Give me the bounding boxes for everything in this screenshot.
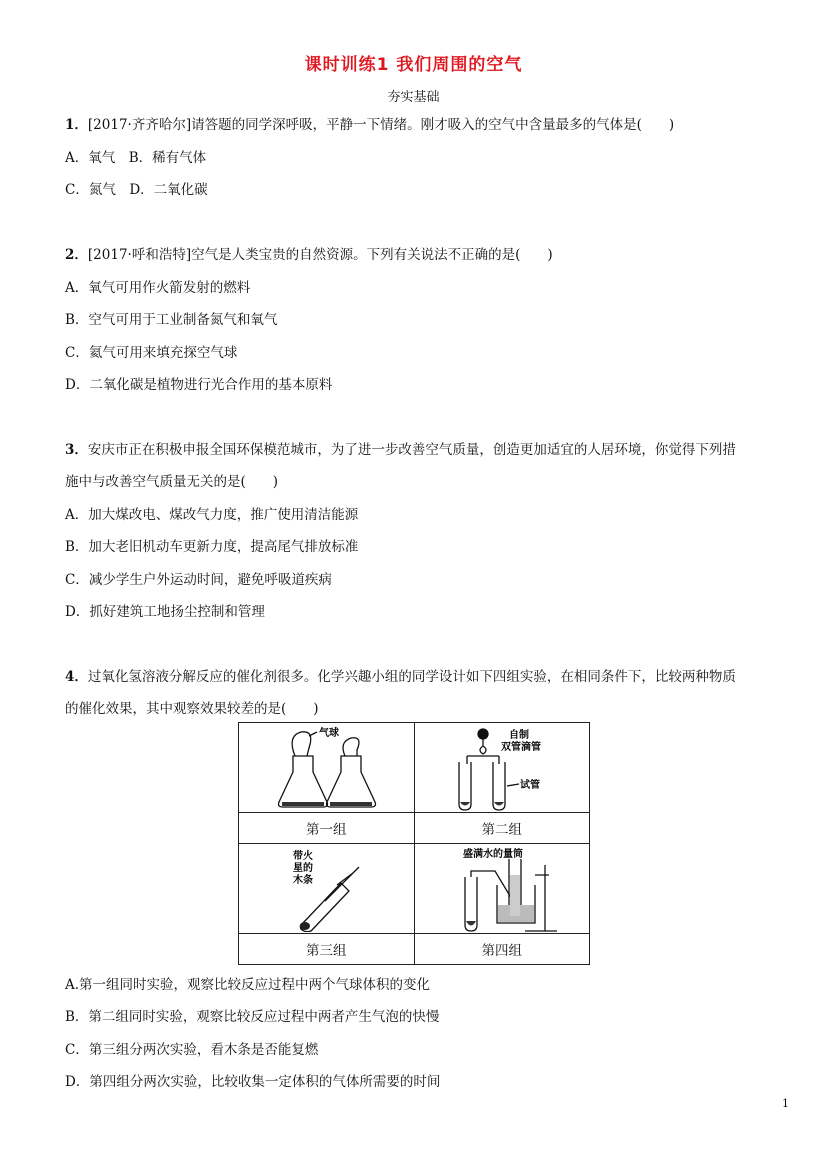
test-tube-label: 试管 [519, 780, 540, 791]
stem-text: 过氧化氢溶液分解反应的催化剂很多。化学兴趣小组的同学设计如下四组实验，在相同条件下，比较两种物质 [87, 669, 736, 685]
option-3d: D．抓好建筑工地扬尘控制和管理 [65, 604, 265, 620]
option-2a: A．氧气可用作火箭发射的燃料 [65, 280, 251, 296]
splint-label-2: 星的 [293, 863, 314, 874]
question-number: 2． [65, 247, 88, 263]
flask-balloon-illustration [241, 724, 411, 811]
group-2-figure [414, 723, 590, 813]
option-3c: C．减少学生户外运动时间，避免呼吸道疾病 [65, 572, 332, 588]
question-number: 1． [65, 117, 88, 133]
question-2-stem [65, 243, 553, 263]
splint-label-1: 带火 [293, 851, 314, 862]
cylinder-label: 盛满水的量筒 [462, 849, 523, 860]
experiment-figure-table [238, 722, 590, 965]
section-title: 夯实基础 [387, 90, 440, 105]
group-4-figure [414, 844, 590, 934]
gas-collection-illustration [417, 845, 587, 932]
caption-group-1: 第一组 [239, 813, 415, 844]
splint-label-3: 木条 [293, 875, 314, 886]
option-1a: A．氧气 B．稀有气体 [65, 150, 207, 166]
option-2b: B．空气可用于工业制备氮气和氧气 [65, 312, 278, 328]
question-3-stem [65, 438, 736, 458]
dropper-label-2: 双管滴管 [500, 742, 541, 753]
question-number: 3． [65, 442, 88, 458]
option-4d: D．第四组分两次实验，比较收集一定体积的气体所需要的时间 [65, 1074, 441, 1090]
group-3-figure [239, 844, 415, 934]
page-number: 1 [782, 1097, 789, 1110]
option-3a: A．加大煤改电、煤改气力度，推广使用清洁能源 [65, 507, 359, 523]
caption-group-4: 第四组 [414, 934, 590, 965]
option-4a: A.第一组同时实验，观察比较反应过程中两个气球体积的变化 [65, 977, 431, 993]
option-2d: D．二氧化碳是植物进行光合作用的基本原料 [65, 377, 333, 393]
option-4b: B．第二组同时实验，观察比较反应过程中两者产生气泡的快慢 [65, 1009, 440, 1025]
stem-text: [2017·呼和浩特]空气是人类宝贵的自然资源。下列有关说法不正确的是( ) [87, 247, 553, 263]
dropper-label-1: 自制 [508, 730, 529, 741]
question-3-stem-cont: 施中与改善空气质量无关的是( ) [65, 474, 279, 490]
caption-group-2: 第二组 [414, 813, 590, 844]
question-4-stem-cont: 的催化效果，其中观察效果较差的是( ) [65, 701, 319, 717]
option-4c: C．第三组分两次实验，看木条是否能复燃 [65, 1042, 319, 1058]
double-dropper-illustration [417, 724, 587, 811]
option-1c: C．氮气 D．二氧化碳 [65, 182, 208, 198]
option-2c: C．氦气可用来填充探空气球 [65, 345, 238, 361]
stem-text: 安庆市正在积极申报全国环保模范城市，为了进一步改善空气质量，创造更加适宜的人居环境，你觉得下列措 [87, 442, 736, 458]
stem-text: [2017·齐齐哈尔]请答题的同学深呼吸，平静一下情绪。刚才吸入的空气中含量最多的气体是( ) [87, 117, 675, 133]
option-3b: B．加大老旧机动车更新力度，提高尾气排放标准 [65, 539, 359, 555]
question-4-stem [65, 665, 736, 685]
group-1-figure [239, 723, 415, 813]
question-number: 4． [65, 669, 88, 685]
question-1-stem [65, 113, 674, 133]
caption-group-3: 第三组 [239, 934, 415, 965]
glowing-splint-illustration [241, 845, 411, 932]
balloon-label: 气球 [319, 728, 340, 739]
page-title: 课时训练1 我们周围的空气 [304, 55, 523, 75]
